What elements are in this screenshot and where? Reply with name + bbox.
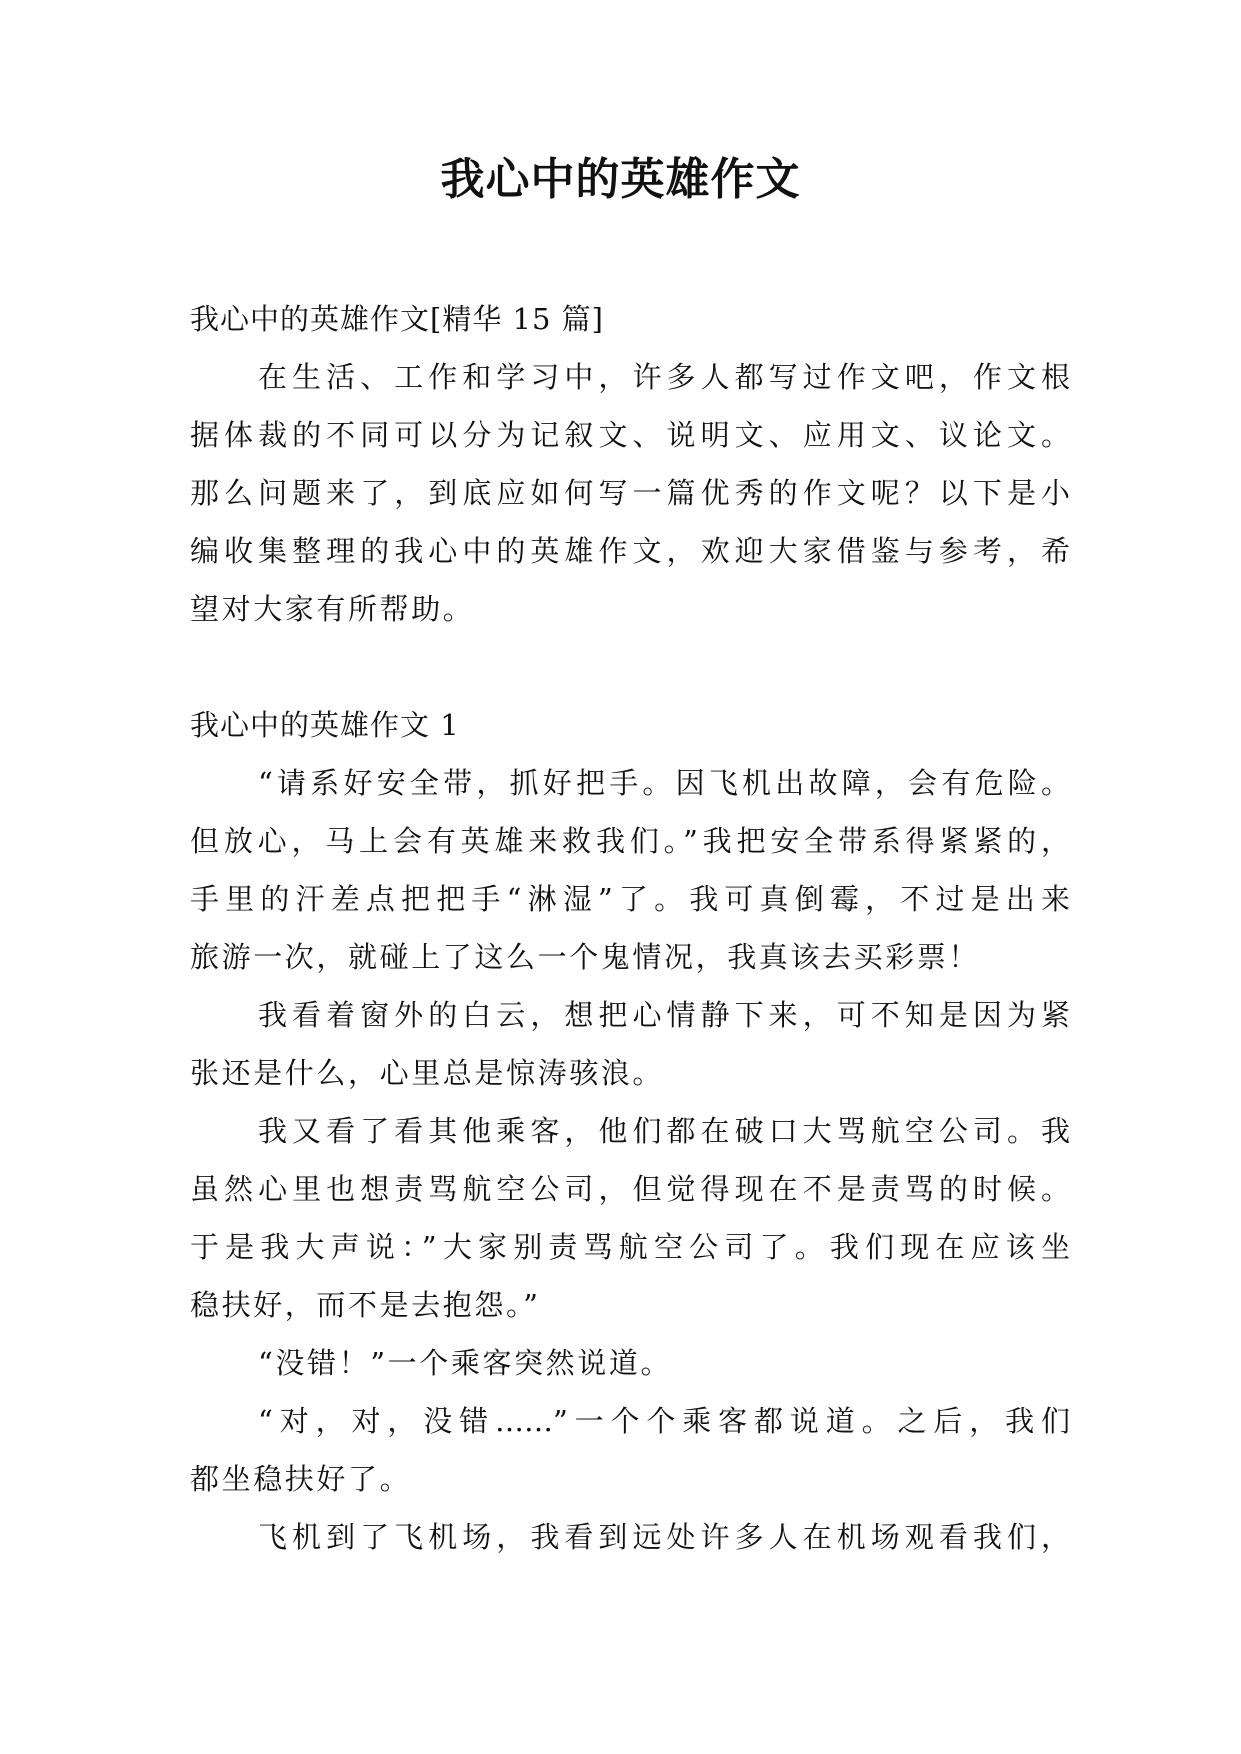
- essay-line: “对，对，没错……”一个个乘客都说道。之后，我们: [258, 1404, 1070, 1438]
- document-title: 我心中的英雄作文: [440, 154, 801, 205]
- essay-line: 手里的汗差点把把手“淋湿”了。我可真倒霉，不过是出来: [190, 882, 1070, 916]
- essay-line: 张还是什么，心里总是惊涛骇浪。: [190, 1056, 665, 1090]
- essay-heading: 我心中的英雄作文 1: [190, 708, 460, 742]
- intro-line: 据体裁的不同可以分为记叙文、说明文、应用文、议论文。: [190, 418, 1070, 452]
- essay-line: 旅游一次，就碰上了这么一个鬼情况，我真该去买彩票！: [190, 940, 981, 974]
- essay-line: “没错！”一个乘客突然说道。: [258, 1346, 673, 1380]
- essay-line: 稳扶好，而不是去抱怨。”: [190, 1288, 541, 1322]
- section-spacer: [190, 638, 1070, 696]
- intro-line: 编收集整理的我心中的英雄作文，欢迎大家借鉴与参考，希: [190, 534, 1070, 568]
- intro-line: 在生活、工作和学习中，许多人都写过作文吧，作文根: [258, 360, 1070, 394]
- intro-line: 那么问题来了，到底应如何写一篇优秀的作文呢？以下是小: [190, 476, 1070, 510]
- essay-line: 飞机到了飞机场，我看到远处许多人在机场观看我们，: [258, 1520, 1070, 1554]
- intro-heading: 我心中的英雄作文[精华 15 篇]: [190, 302, 604, 336]
- essay-line: 我看着窗外的白云，想把心情静下来，可不知是因为紧: [258, 998, 1070, 1032]
- essay-line: 于是我大声说：”大家别责骂航空公司了。我们现在应该坐: [190, 1230, 1070, 1264]
- intro-line: 望对大家有所帮助。: [190, 592, 475, 626]
- essay-line: 但放心，马上会有英雄来救我们。”我把安全带系得紧紧的，: [190, 824, 1070, 858]
- essay-line: 都坐稳扶好了。: [190, 1462, 412, 1496]
- essay-line: 虽然心里也想责骂航空公司，但觉得现在不是责骂的时候。: [190, 1172, 1070, 1206]
- document-body: [190, 290, 1070, 1566]
- essay-line: 我又看了看其他乘客，他们都在破口大骂航空公司。我: [258, 1114, 1070, 1148]
- essay-line: “请系好安全带，抓好把手。因飞机出故障，会有危险。: [258, 766, 1070, 800]
